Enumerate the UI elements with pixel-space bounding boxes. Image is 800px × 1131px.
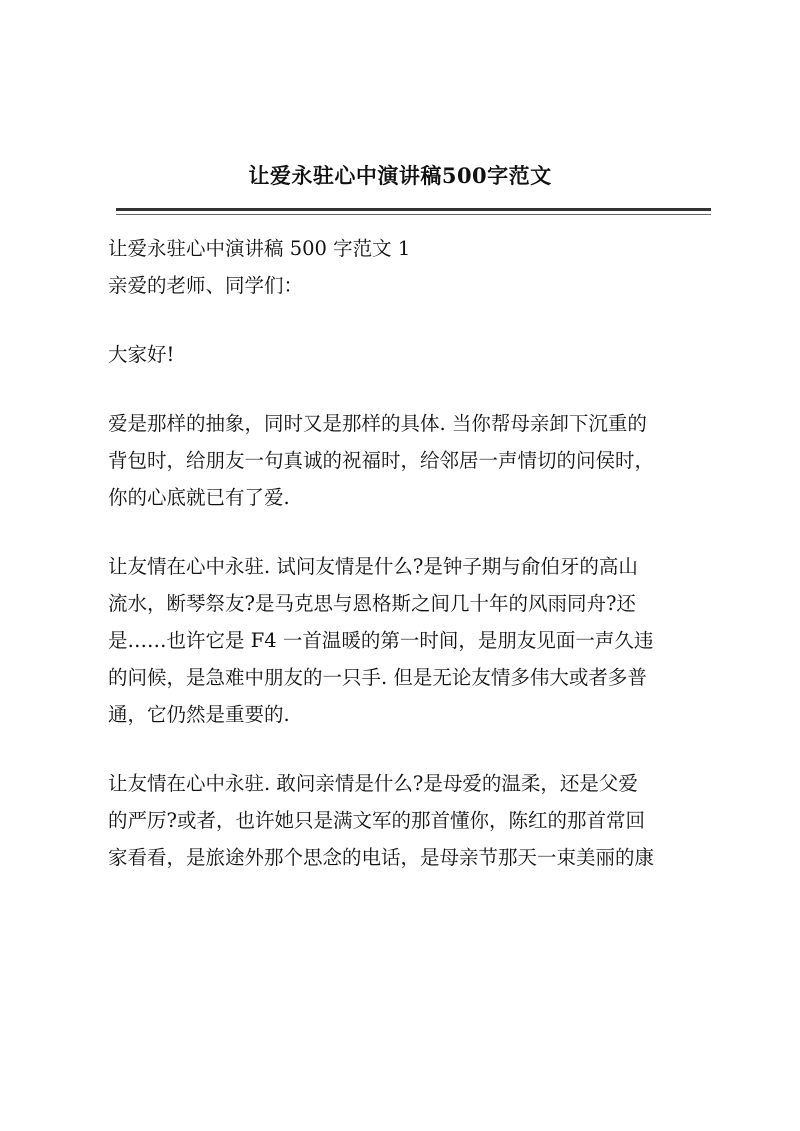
salutation: 亲爱的老师、同学们：	[108, 274, 304, 297]
greeting: 大家好!	[108, 343, 175, 366]
section-heading: 让爱永驻心中演讲稿 500 字范文 1	[108, 237, 411, 260]
paragraph-1	[108, 405, 708, 516]
spacer	[108, 733, 708, 765]
spacer	[108, 304, 708, 336]
paragraph-line: 你的心底就已有了爱.	[108, 486, 290, 509]
document-title: 让爱永驻心中演讲稿500字范文	[248, 163, 552, 188]
paragraph-line: 家看看，是旅途外那个思念的电话，是母亲节那天一束美丽的康	[108, 846, 655, 869]
paragraph-line: 让友情在心中永驻. 敢问亲情是什么?是母爱的温柔，还是父爱	[108, 772, 638, 795]
paragraph-line: 背包时，给朋友一句真诚的祝福时，给邻居一声情切的问侯时，	[108, 449, 655, 472]
spacer	[108, 516, 708, 548]
paragraph-line: 流水，断琴祭友?是马克思与恩格斯之间几十年的风雨同舟?还	[108, 592, 636, 615]
spacer	[108, 373, 708, 405]
document-body	[108, 230, 708, 876]
paragraph-line: 是……也许它是 F4 一首温暖的第一时间，是朋友见面一声久违	[108, 629, 654, 652]
title-divider-thick	[116, 208, 711, 211]
paragraph-line: 通，它仍然是重要的.	[108, 703, 290, 726]
paragraph-line: 让友情在心中永驻. 试问友情是什么?是钟子期与俞伯牙的高山	[108, 555, 638, 578]
paragraph-line: 的问候，是急难中朋友的一只手. 但是无论友情多伟大或者多普	[108, 666, 647, 689]
paragraph-line: 的严厉?或者，也许她只是满文军的那首懂你，陈红的那首常回	[108, 809, 645, 832]
paragraph-2	[108, 548, 708, 733]
paragraph-line: 爱是那样的抽象，同时又是那样的具体. 当你帮母亲卸下沉重的	[108, 412, 647, 435]
paragraph-3	[108, 765, 708, 876]
title-divider-thin	[116, 214, 711, 215]
